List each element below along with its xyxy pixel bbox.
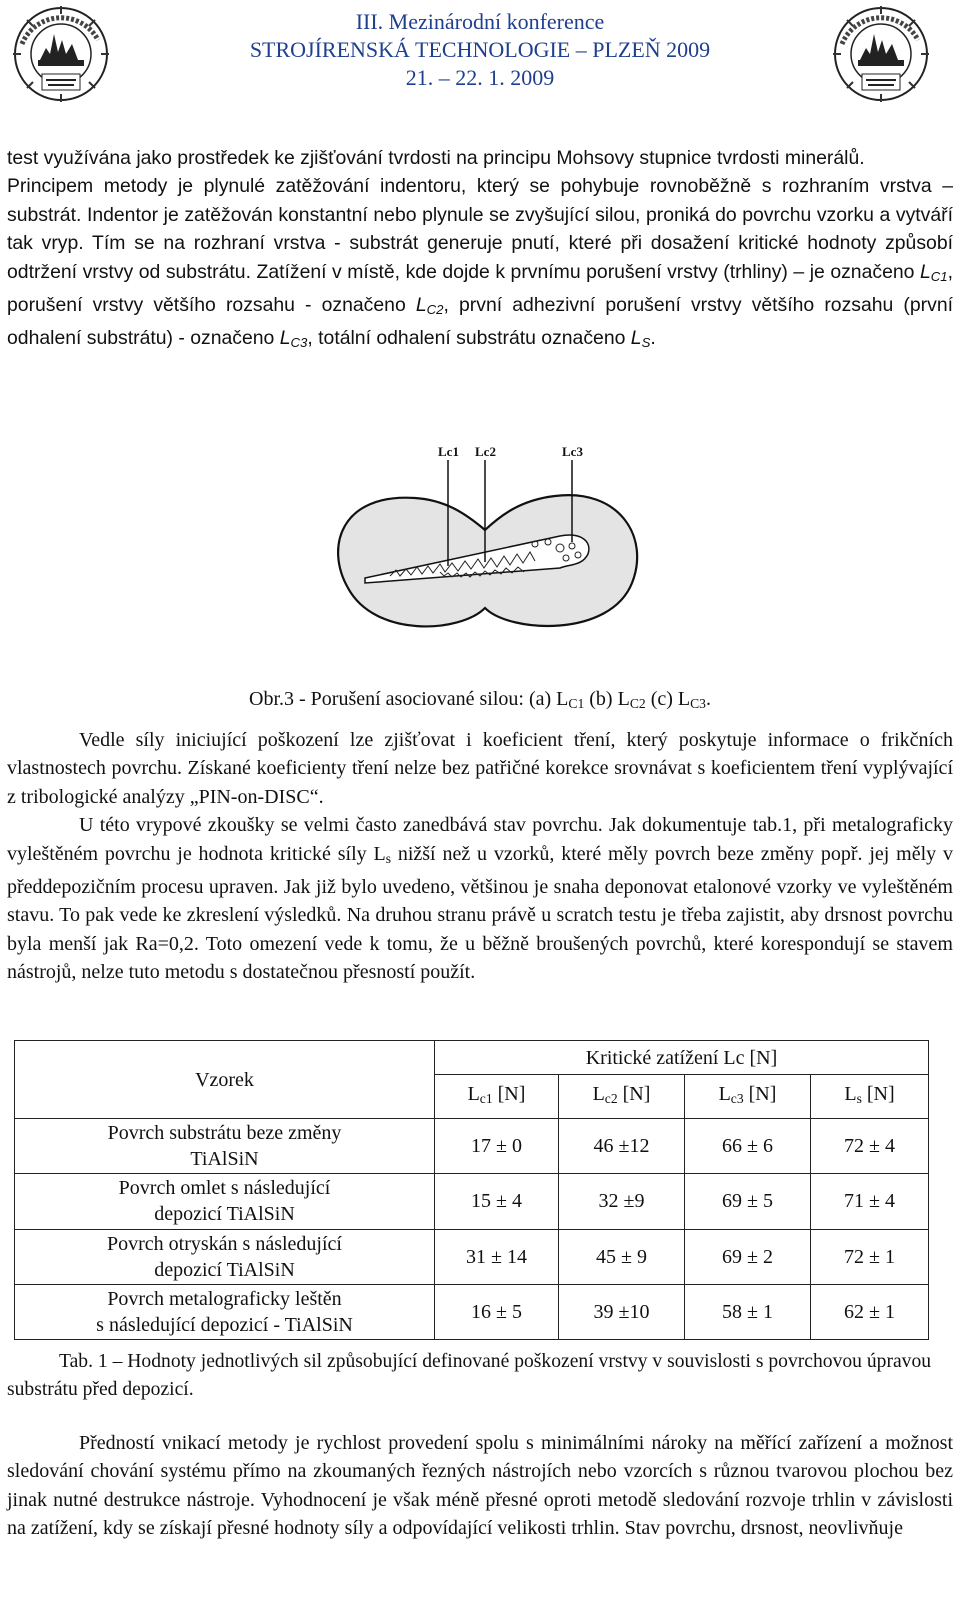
table-header-lc1: $L_{c1}$ [N]	[435, 1075, 559, 1119]
body-text	[7, 726, 953, 987]
ls-symbol: $L_S$	[630, 327, 651, 351]
cell-value: 69 ± 5	[685, 1174, 811, 1229]
cell-value: 39 ±10	[559, 1284, 685, 1339]
table-header-ls: $L_s$ [N]	[811, 1075, 929, 1119]
paragraph-3: Vedle síly iniciující poškození lze zjišťovat i koeficient tření, který poskytuje informace o frikčních vlastnostech povrchu. Získané koeficienty tření nelze bez patřičné korekce srovnávat s koeficientem tření vyplývající z tribologické analýzy „PIN-on-DISC“.	[7, 729, 953, 808]
table-header-lc3: $L_{c3}$ [N]	[685, 1075, 811, 1119]
cell-value: 45 ± 9	[559, 1229, 685, 1284]
cell-value: 16 ± 5	[435, 1284, 559, 1339]
conference-logo-left	[2, 4, 120, 104]
lc3-label: Lc3	[562, 444, 583, 459]
paragraph-1: test využívána jako prostředek ke zjišťování tvrdosti na principu Mohsovy stupnice tvrdosti minerálů.	[7, 147, 865, 169]
intro-text	[7, 144, 953, 358]
lc2-symbol: $L_{C2}$	[415, 293, 444, 317]
cell-value: 71 ± 4	[811, 1174, 929, 1229]
cell-value: 31 ± 14	[435, 1229, 559, 1284]
row-sample-name: Povrch metalograficky leštěn s následující depozicí - TiAlSiN	[15, 1284, 435, 1339]
table-row	[15, 1284, 929, 1339]
cell-value: 17 ± 0	[435, 1119, 559, 1174]
cell-value: 69 ± 2	[685, 1229, 811, 1284]
table-header-lc2: $L_{c2}$ [N]	[559, 1075, 685, 1119]
cell-value: 46 ±12	[559, 1119, 685, 1174]
conference-subtitle: STROJÍRENSKÁ TECHNOLOGIE – PLZEŇ 2009	[249, 37, 711, 62]
table-row	[15, 1174, 929, 1229]
table-row	[15, 1229, 929, 1284]
conference-header	[150, 8, 810, 92]
row-sample-name: Povrch substrátu beze změny TiAlSiN	[15, 1119, 435, 1174]
lc1-symbol: $L_{C1}$	[919, 260, 948, 284]
conference-date: 21. – 22. 1. 2009	[405, 65, 555, 90]
table-row	[15, 1119, 929, 1174]
conference-logo-right	[822, 4, 940, 104]
conference-title: III. Mezinárodní konference	[355, 9, 605, 34]
table-header-group: Kritické zatížení Lc [N]	[435, 1041, 929, 1075]
row-sample-name: Povrch omlet s následující depozicí TiAlSiN	[15, 1174, 435, 1229]
paragraph-2: Principem metody je plynulé zatěžování indentoru, který se pohybuje rovnoběžně s rozhraním vrstva – substrát. Indentor je zatěžován konstantní nebo plynule se zvyšující silou, proniká do povrchu vzorku a vytváří tak vryp. Tím se na rozhraní vrstva - substrát generuje pnutí, které při dosažení kritické hodnoty způsobí odtržení vrstvy od substrátu. Zatížení v místě, kde dojde k prvnímu porušení vrstvy (trhliny) – je označeno $L_{C1}$, porušení vrstvy většího rozsahu - označeno $L_{C2}$, první adhezivní porušení vrstvy většího rozsahu (první odhalení substrátu) - označeno $L_{C3}$, totální odhalení substrátu označeno $L_S$.	[7, 175, 953, 351]
cell-value: 58 ± 1	[685, 1284, 811, 1339]
row-sample-name: Povrch otryskán s následující depozicí TiAlSiN	[15, 1229, 435, 1284]
cell-value: 15 ± 4	[435, 1174, 559, 1229]
cell-value: 66 ± 6	[685, 1119, 811, 1174]
lc1-label: Lc1	[438, 444, 459, 459]
paragraph-5: Předností vnikací metody je rychlost provedení spolu s minimálními nároky na měřící zařízení a možnost sledování chování systému přímo na zkoumaných řezných nástrojích nebo vzorcích s různou tvarovou plochou bez jinak nutné destrukce nástroje. Vyhodnocení je však méně přesné oproti metodě sledování rozvoje trhlin v závislosti na zatížení, kdy se získají přesné hodnoty síly a odpovídající velikosti trhlin. Stav povrchu, drsnost, neovlivňuje	[7, 1432, 953, 1540]
results-table	[14, 1040, 928, 1340]
table-caption: Tab. 1 – Hodnoty jednotlivých sil způsobující definované poškození vrstvy v souvislosti s povrchovou úpravou substrátu před depozicí.	[7, 1351, 932, 1400]
cell-value: 32 ±9	[559, 1174, 685, 1229]
scratch-track-figure	[320, 438, 650, 658]
lc2-label: Lc2	[475, 444, 496, 459]
closing-text	[7, 1429, 953, 1543]
cell-value: 72 ± 4	[811, 1119, 929, 1174]
cell-value: 62 ± 1	[811, 1284, 929, 1339]
cell-value: 72 ± 1	[811, 1229, 929, 1284]
paragraph-4: U této vrypové zkoušky se velmi často zanedbává stav povrchu. Jak dokumentuje tab.1, při metalograficky vyleštěném povrchu je hodnota kritické síly $L_s$ nižší než u vzorků, které měly povrch beze změny popř. jej měly v předdepozičním procesu upraven. Jak již bylo uvedeno, většinou je snaha deponovat etalonové vzorky ve vyleštěném stavu. To pak vede ke zkreslení výsledků. Na druhou stranu právě u scratch testu je třeba zajistit, aby drsnost povrchu byla menší jak Ra=0,2. Toto omezení vede k tomu, že u běžně broušených povrchů, které korespondují se stavem nástrojů, nelze tuto metodu s dostatečnou přesností použít.	[7, 814, 953, 984]
table-header-sample: Vzorek	[15, 1041, 435, 1119]
lc3-symbol: $L_{C3}$	[279, 327, 308, 351]
figure-caption: Obr.3 - Porušení asociované silou: (a) $L_{C1}$ (b) $L_{C2}$ (c) $L_{C3}$.	[249, 688, 711, 711]
